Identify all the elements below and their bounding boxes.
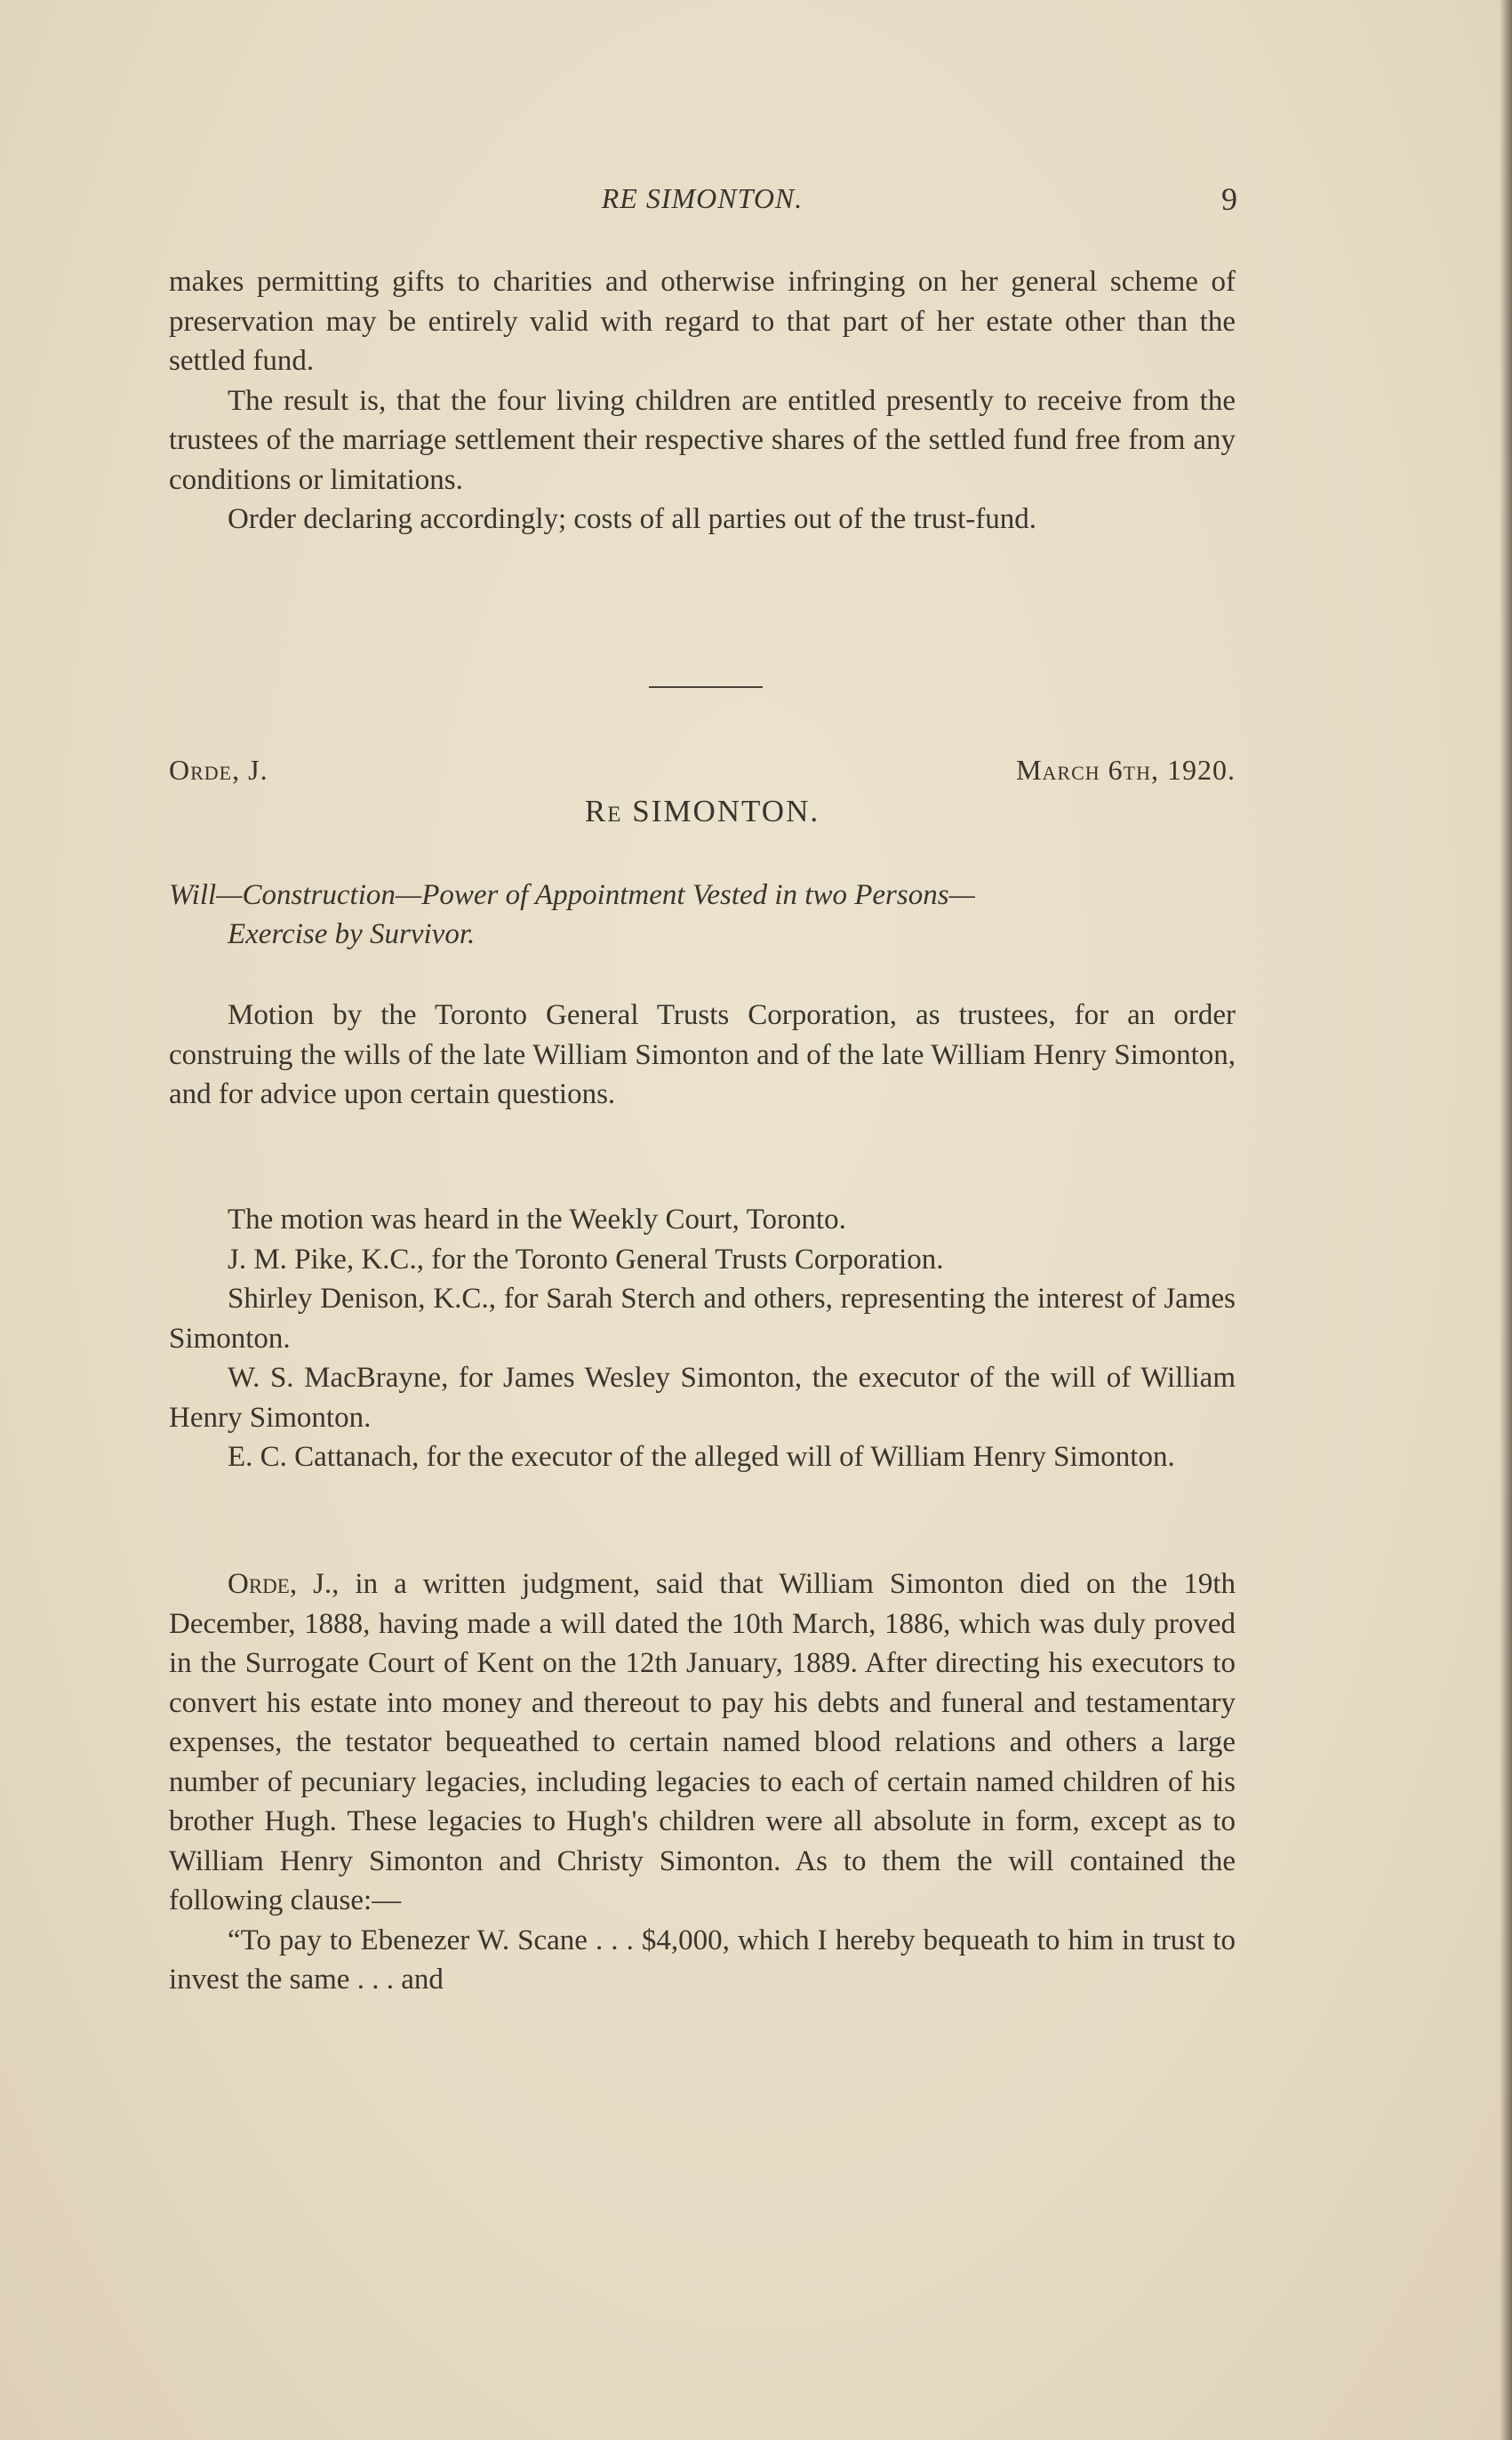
- counsel-paragraph-1: The motion was heard in the Weekly Court, Toronto.: [228, 1204, 846, 1236]
- running-head: [169, 182, 1236, 218]
- page-edge-shadow: [1500, 0, 1512, 2440]
- continuation-text: [169, 262, 1236, 540]
- judgment-text: [169, 1564, 1236, 2000]
- judgment-judge: Orde, J.: [228, 1568, 332, 1600]
- judgment-paragraph-1-text: , in a written judgment, said that William Simonton died on the 19th December, 1888, having made a will dated the 10th March, 1886, which was duly proved in the Surrogate Court of Kent on the 12th January, 1889. After directing his executors to convert his estate into money and thereout to pay his debts and funeral and testamentary expenses, the testator bequeathed to certain named blood relations and others a large number of pecuniary legacies, including legacies to each of certain named children of his brother Hugh. These legacies to Hugh's children were all absolute in form, except as to William Henry Simonton and Christy Simonton. As to them the will contained the following clause:—: [169, 1568, 1236, 1916]
- counsel-paragraph-4: W. S. MacBrayne, for James Wesley Simonton, the executor of the will of William Henry Simonton.: [169, 1362, 1236, 1434]
- motion-text: [169, 996, 1236, 1115]
- section-divider: [649, 686, 763, 688]
- counsel-paragraph-3: Shirley Denison, K.C., for Sarah Sterch and others, representing the interest of James Simonton.: [169, 1283, 1236, 1355]
- page-number: 9: [1221, 181, 1237, 217]
- continuation-paragraph-2: The result is, that the four living children are entitled presently to receive from the trustees of the marriage settlement their respective shares of the settled fund free from any conditions or limitations.: [169, 384, 1236, 496]
- headnote-line-1: Will—Construction—Power of Appointment Vested in two Persons—: [169, 879, 975, 911]
- counsel-paragraph-2: J. M. Pike, K.C., for the Toronto General Trusts Corporation.: [228, 1243, 944, 1276]
- case-title: Re SIMONTON.: [584, 794, 820, 828]
- motion-paragraph: Motion by the Toronto General Trusts Corporation, as trustees, for an order construing the wills of the late William Simonton and of the late William Henry Simonton, and for advice upon certain questions.: [169, 999, 1236, 1110]
- counsel-list: [169, 1200, 1236, 1477]
- headnote-line-2: Exercise by Survivor.: [228, 918, 476, 950]
- order-paragraph: Order declaring accordingly; costs of all parties out of the trust-fund.: [228, 503, 1036, 535]
- counsel-paragraph-5: E. C. Cattanach, for the executor of the alleged will of William Henry Simonton.: [228, 1441, 1175, 1473]
- headnote: [169, 876, 1236, 954]
- running-title: RE SIMONTON.: [601, 182, 804, 214]
- continuation-paragraph-1: makes permitting gifts to charities and otherwise infringing on her general scheme of preservation may be entirely valid with regard to that part of her estate other than the settled fund.: [169, 266, 1236, 377]
- judgment-paragraph-1: [169, 1564, 1236, 1921]
- case-judge: Orde, J.: [169, 754, 268, 786]
- case-date: March 6th, 1920.: [1016, 754, 1236, 786]
- judgment-paragraph-2: “To pay to Ebenezer W. Scane . . . $4,000, which I hereby bequeath to him in trust to invest the same . . . and: [169, 1924, 1236, 1996]
